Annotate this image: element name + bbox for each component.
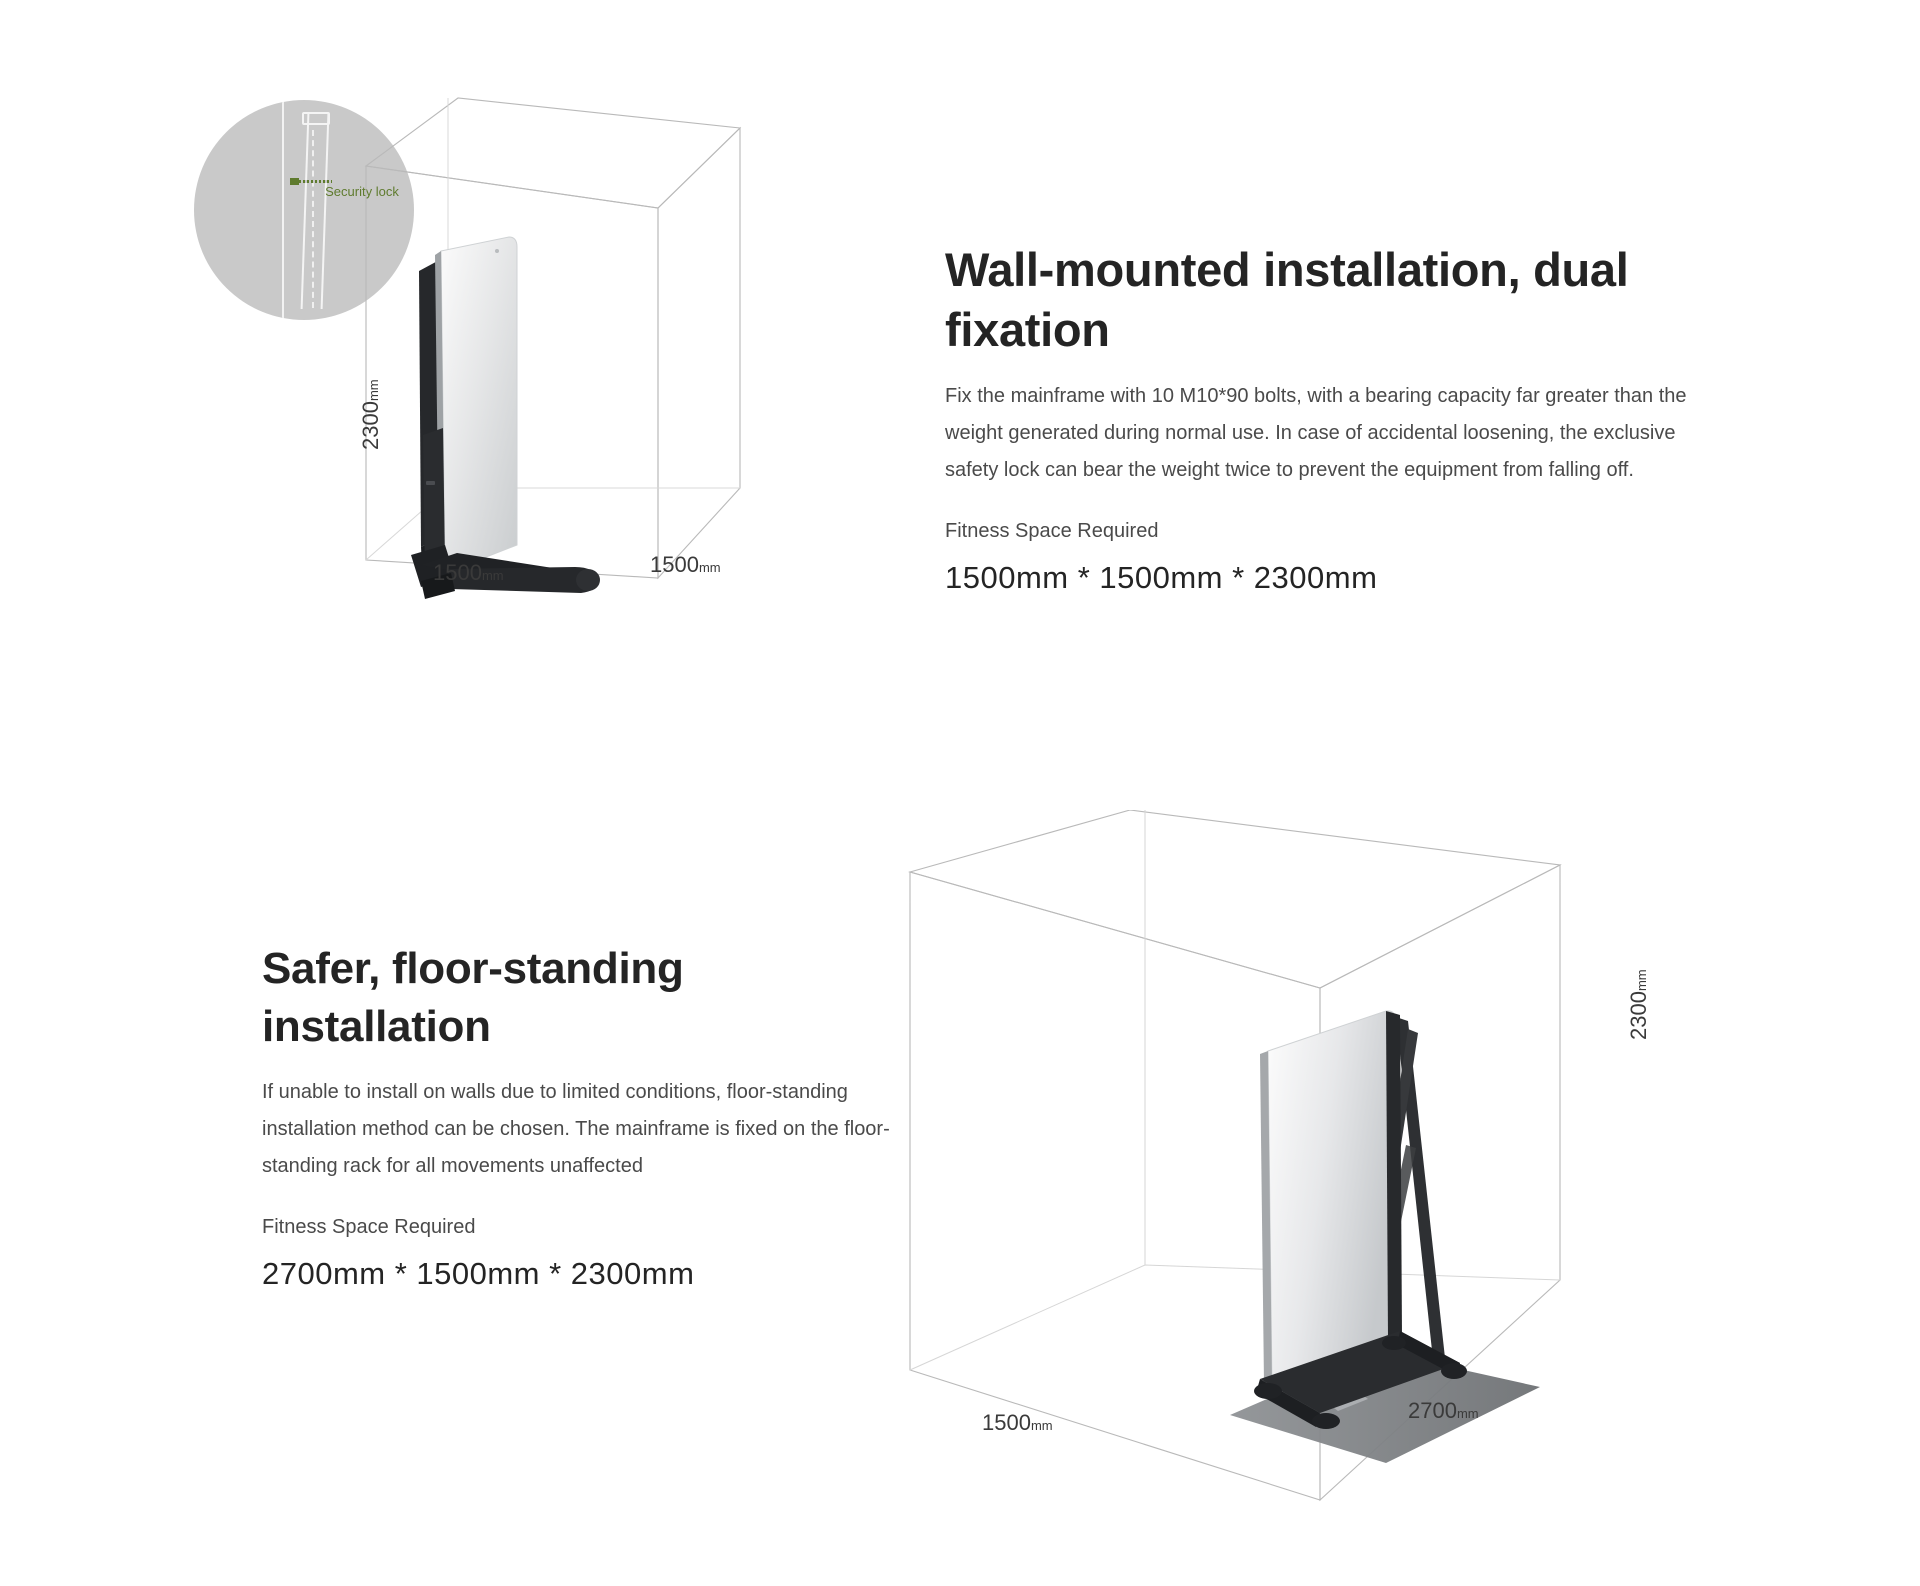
dim-height-2300-2: 2300mm	[1626, 969, 1651, 1040]
floor-standing-space-value: 2700mm * 1500mm * 2300mm	[262, 1256, 695, 1291]
rail-center-dash	[312, 130, 314, 308]
floor-standing-space-label: Fitness Space Required	[262, 1216, 476, 1238]
dim-depth-1500: 1500mm	[650, 552, 721, 577]
floor-standing-title: Safer, floor-standing installation	[262, 944, 684, 1051]
wall-mounted-space-value: 1500mm * 1500mm * 2300mm	[945, 560, 1378, 595]
floor-standing-section	[0, 790, 1920, 1586]
wall-mounted-illustration	[180, 60, 940, 740]
wall-line	[282, 100, 284, 320]
mounting-rail-top	[302, 112, 330, 125]
floor-standing-body: If unable to install on walls due to limited conditions, floor-standing installation method can be chosen. The mainframe is fixed on the floor-standing rack for all movements unaffected	[262, 1081, 890, 1177]
wall-mounted-text-block	[945, 240, 1705, 599]
wall-mounted-title: Wall-mounted installation, dual fixation	[945, 243, 1629, 356]
wall-mounted-device	[385, 235, 675, 635]
wall-mounted-space-label: Fitness Space Required	[945, 520, 1159, 542]
wall-mounted-section	[0, 0, 1920, 790]
security-lock-label: Security lock	[325, 184, 399, 199]
wall-mounted-body: Fix the mainframe with 10 M10*90 bolts, with a bearing capacity far greater than the weight generated during normal use. In case of accidental loosening, the exclusive safety lock can bear the weight twice to prevent the equipment from falling off.	[945, 385, 1687, 481]
dim-width-2700: 2700mm	[1408, 1398, 1479, 1423]
floor-standing-illustration	[900, 810, 1720, 1570]
dim-depth-1500-2: 1500mm	[982, 1410, 1053, 1435]
floor-standing-device	[1210, 995, 1590, 1455]
floor-standing-text-block	[262, 940, 902, 1295]
mounting-rail	[301, 114, 330, 309]
dim-width-1500: 1500mm	[433, 560, 504, 585]
dim-height-2300: 2300mm	[358, 379, 383, 450]
